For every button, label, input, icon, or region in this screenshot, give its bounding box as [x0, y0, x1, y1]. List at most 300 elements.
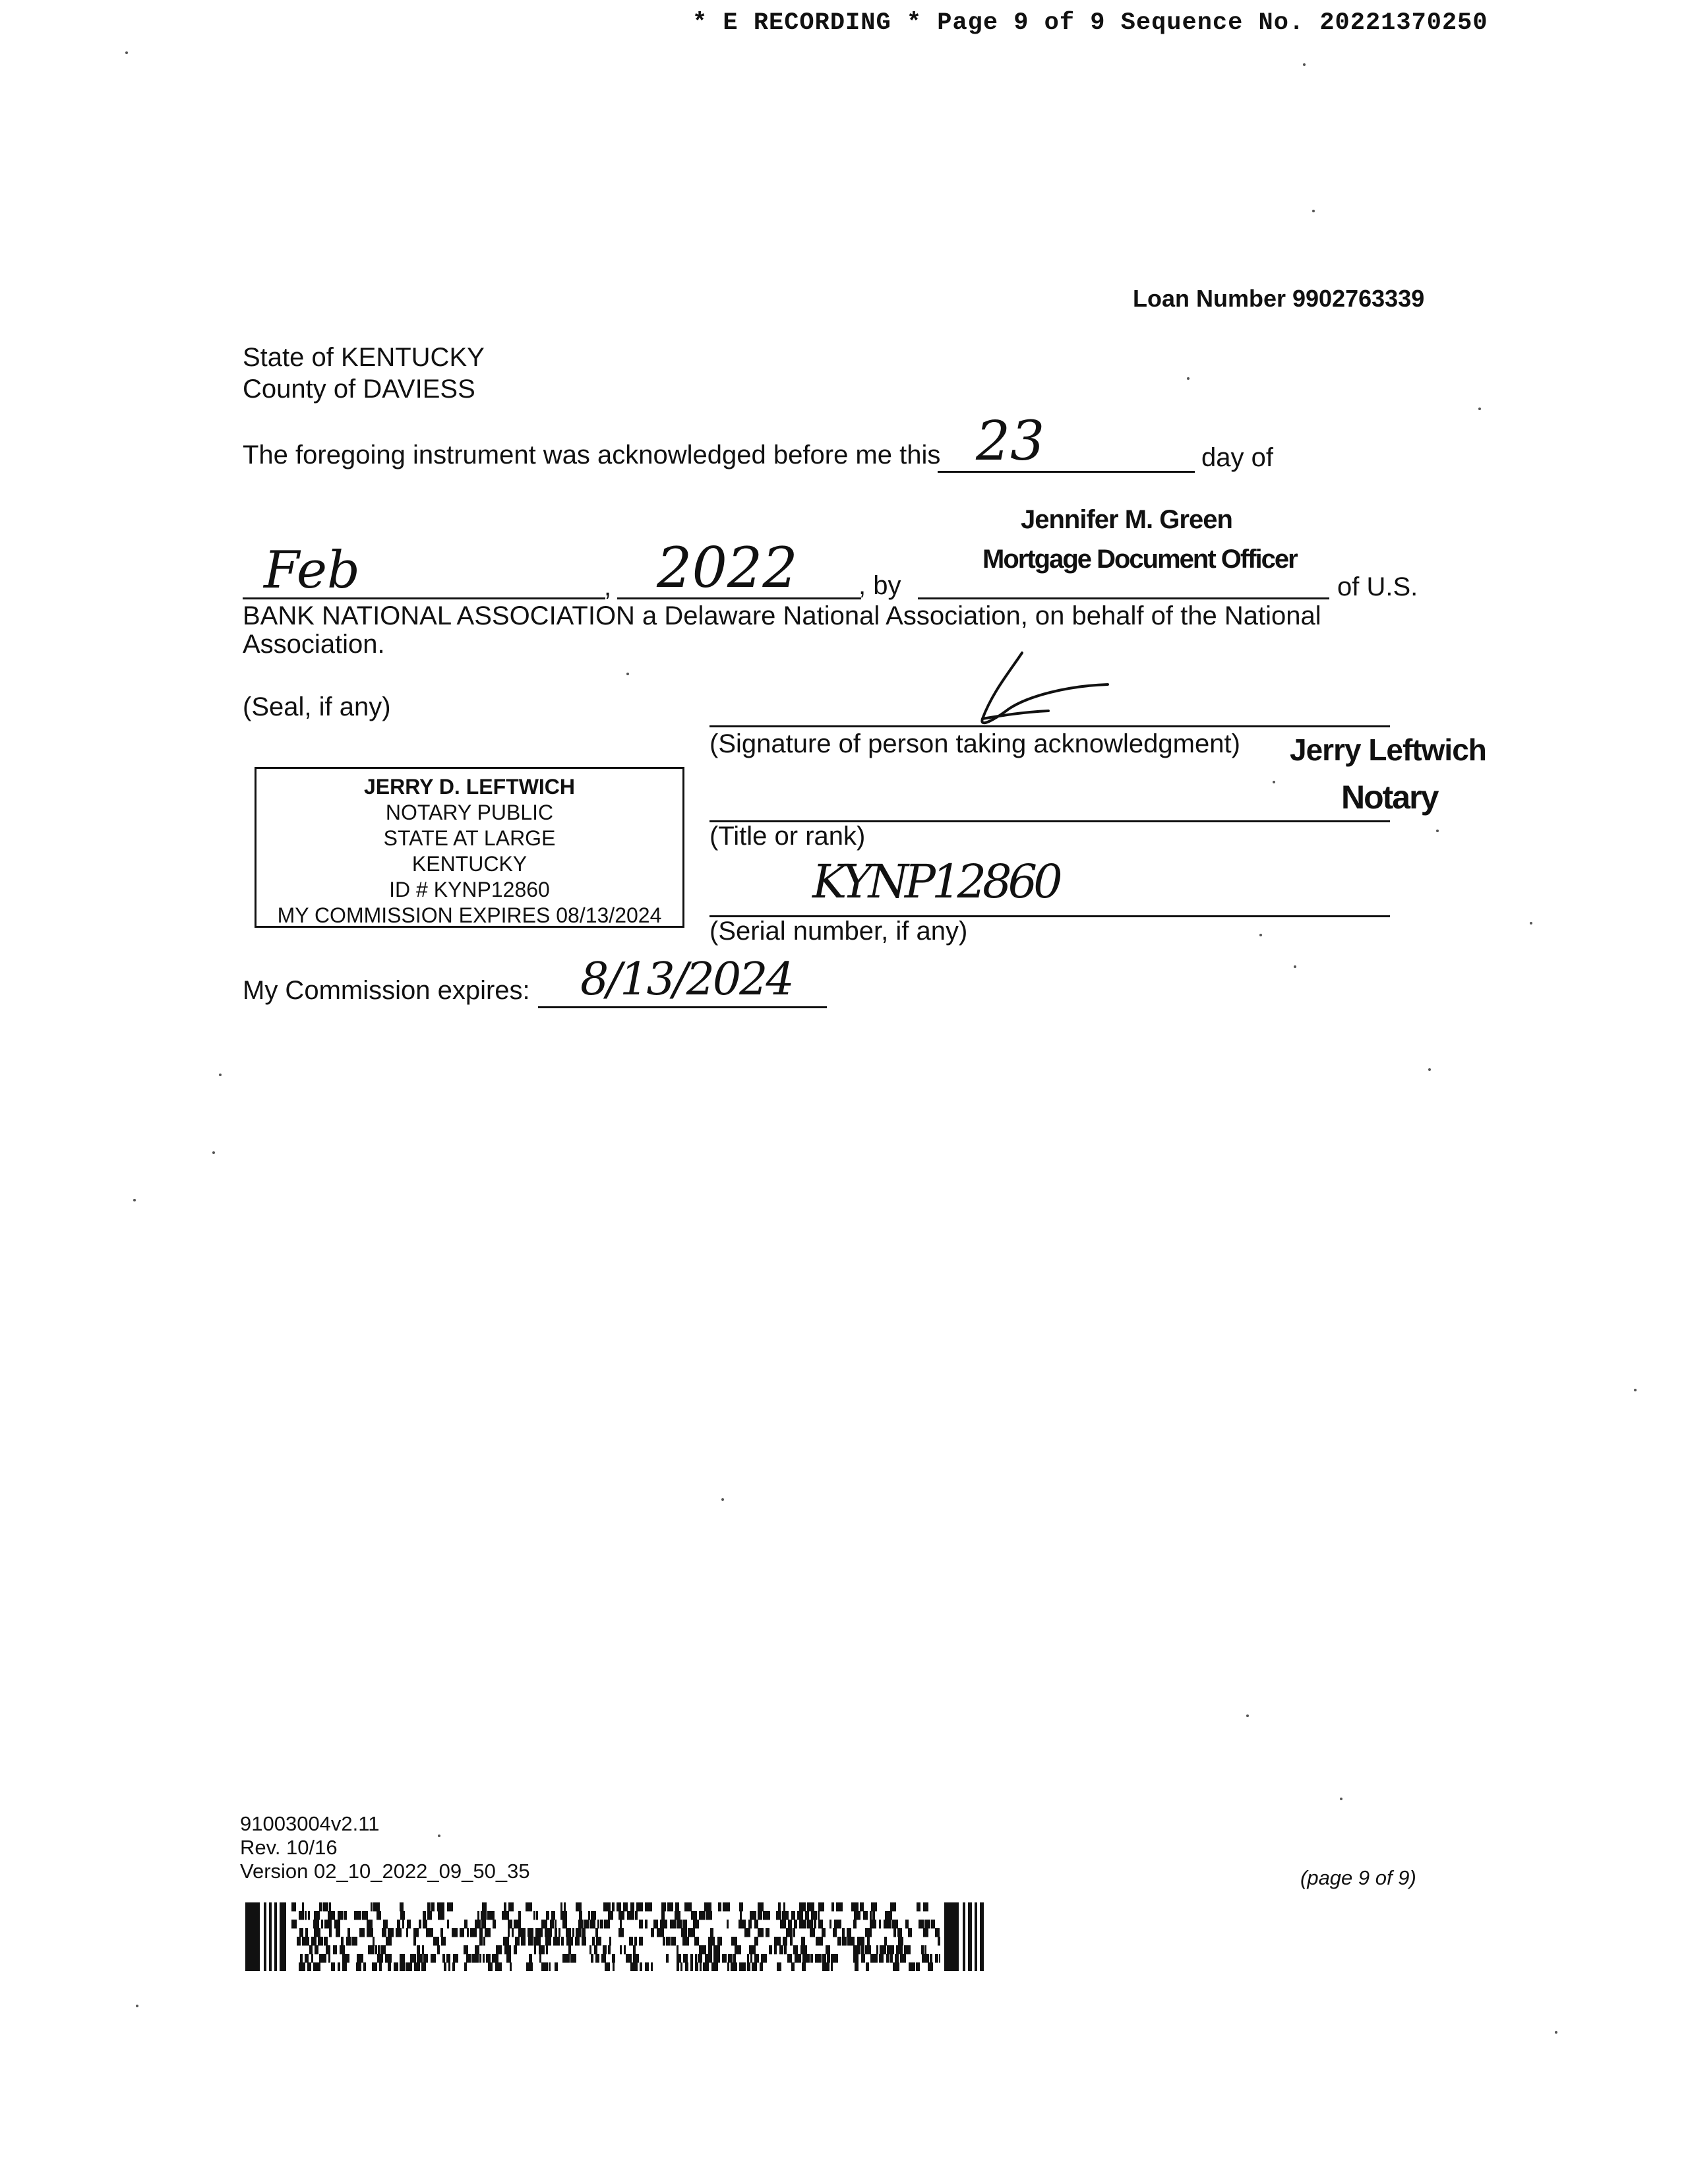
barcode-module: [300, 1954, 303, 1963]
barcode-module: [305, 1954, 309, 1963]
barcode-module: [758, 1928, 764, 1937]
barcode-module: [778, 1902, 781, 1912]
barcode-module: [623, 1902, 628, 1912]
barcode-module: [603, 1945, 607, 1955]
barcode-module: [935, 1954, 938, 1963]
barcode-module: [597, 1920, 599, 1929]
barcode-module: [854, 1911, 860, 1920]
barcode-module: [928, 1962, 933, 1971]
barcode-module: [582, 1928, 586, 1937]
barcode-module: [555, 1962, 558, 1971]
handwritten-signature: [857, 646, 1134, 739]
barcode-module: [437, 1945, 440, 1955]
barcode-module: [811, 1911, 817, 1920]
barcode-module: [735, 1945, 741, 1955]
barcode-module: [639, 1920, 643, 1929]
barcode-module: [793, 1928, 795, 1937]
barcode-module: [657, 1928, 664, 1937]
barcode-module: [460, 1928, 464, 1937]
barcode-module: [562, 1920, 567, 1929]
scan-speck: [1312, 210, 1315, 212]
barcode-module: [305, 1928, 308, 1937]
signer-blank-line: [918, 597, 1329, 599]
barcode-module: [431, 1954, 436, 1963]
commission-line: [538, 1006, 827, 1008]
barcode-module: [818, 1902, 824, 1912]
scan-speck: [1246, 1714, 1249, 1717]
barcode-module: [776, 1911, 781, 1920]
barcode-module: [299, 1911, 304, 1920]
barcode-module: [319, 1902, 322, 1912]
barcode-module: [590, 1920, 595, 1929]
barcode-module: [595, 1928, 598, 1937]
stamp-line-3: STATE AT LARGE: [383, 826, 556, 850]
barcode-module: [681, 1928, 687, 1937]
barcode-module: [533, 1911, 535, 1920]
barcode-module: [805, 1911, 809, 1920]
barcode-module: [747, 1954, 749, 1963]
barcode-module: [618, 1911, 624, 1920]
barcode-module: [447, 1920, 449, 1929]
barcode-module: [810, 1928, 815, 1937]
barcode-module: [560, 1902, 562, 1912]
barcode-module: [464, 1920, 467, 1929]
barcode-module: [814, 1920, 816, 1929]
barcode-module: [867, 1937, 870, 1946]
barcode-module: [347, 1928, 350, 1937]
barcode-module: [402, 1920, 404, 1929]
barcode-module: [847, 1928, 851, 1937]
barcode-module: [968, 1902, 972, 1971]
barcode-module: [342, 1954, 349, 1963]
barcode-module: [917, 1902, 920, 1912]
barcode-module: [383, 1920, 388, 1929]
barcode-module: [791, 1962, 795, 1971]
barcode-module: [334, 1920, 340, 1929]
barcode-module: [426, 1928, 433, 1937]
barcode-module: [857, 1937, 864, 1946]
barcode-module: [311, 1954, 313, 1963]
barcode-module: [861, 1954, 865, 1963]
barcode-module: [851, 1902, 859, 1912]
day-of-text: day of: [1201, 443, 1273, 472]
barcode-module: [675, 1911, 680, 1920]
barcode-module: [822, 1954, 826, 1963]
barcode-module: [375, 1945, 377, 1955]
barcode-module: [855, 1962, 859, 1971]
barcode-module: [592, 1937, 595, 1946]
barcode-module: [299, 1928, 303, 1937]
barcode-module: [612, 1902, 615, 1912]
barcode-module: [739, 1962, 746, 1971]
form-version: Version 02_10_2022_09_50_35: [240, 1860, 530, 1883]
notary-title: Notary: [1341, 779, 1438, 816]
barcode-module: [908, 1928, 912, 1937]
barcode-module: [670, 1920, 677, 1929]
barcode-module: [870, 1911, 872, 1920]
barcode-module: [442, 1954, 445, 1963]
barcode-module: [766, 1928, 769, 1937]
barcode-module: [889, 1954, 893, 1963]
barcode-module: [818, 1920, 823, 1929]
barcode-module: [887, 1945, 894, 1955]
barcode-module: [799, 1920, 806, 1929]
barcode-module: [853, 1954, 859, 1963]
barcode-module: [774, 1937, 781, 1946]
barcode-module: [371, 1902, 373, 1912]
barcode-module: [693, 1920, 699, 1929]
barcode-module: [324, 1920, 332, 1929]
barcode-module: [695, 1962, 698, 1971]
barcode-module: [555, 1928, 557, 1937]
signer-title: Mortgage Document Officer: [982, 545, 1297, 574]
barcode-module: [802, 1954, 810, 1963]
barcode-module: [413, 1937, 416, 1946]
barcode-module: [815, 1954, 822, 1963]
barcode-module: [718, 1902, 721, 1912]
barcode-module: [368, 1945, 374, 1955]
barcode-module: [576, 1902, 582, 1912]
signer-name: Jennifer M. Green: [1021, 505, 1232, 534]
barcode-module: [626, 1954, 632, 1963]
barcode-module: [713, 1954, 720, 1963]
barcode-module: [891, 1920, 898, 1929]
barcode-module: [680, 1962, 682, 1971]
barcode-module: [539, 1954, 541, 1963]
scan-speck: [136, 2005, 138, 2007]
barcode-module: [329, 1902, 331, 1912]
barcode-module: [620, 1945, 622, 1955]
barcode-module: [629, 1937, 633, 1946]
barcode-module: [448, 1962, 450, 1971]
barcode-module: [467, 1928, 469, 1937]
barcode-module: [784, 1945, 787, 1955]
barcode-module: [406, 1962, 412, 1971]
barcode-module: [307, 1962, 311, 1971]
barcode-module: [885, 1911, 892, 1920]
barcode-module: [388, 1928, 394, 1937]
barcode-module: [340, 1945, 345, 1955]
by-text: , by: [859, 571, 901, 600]
barcode-module: [790, 1937, 793, 1946]
barcode-module: [274, 1902, 277, 1971]
barcode-module: [793, 1945, 798, 1955]
barcode-module: [367, 1920, 373, 1929]
barcode-module: [842, 1937, 847, 1946]
barcode-module: [333, 1945, 337, 1955]
barcode-module: [400, 1962, 405, 1971]
barcode-module: [783, 1937, 787, 1946]
acknowledgment-body-line-2: Association.: [243, 630, 385, 659]
barcode-module: [620, 1920, 622, 1929]
barcode-module: [963, 1902, 965, 1971]
barcode-module: [704, 1902, 711, 1912]
barcode-module: [690, 1962, 693, 1971]
stamp-line-4: KENTUCKY: [411, 852, 528, 876]
barcode-module: [318, 1937, 323, 1946]
barcode-module: [297, 1937, 301, 1946]
barcode-module: [510, 1962, 512, 1971]
barcode-module: [831, 1954, 838, 1963]
barcode-module: [313, 1920, 319, 1929]
barcode-module: [437, 1902, 444, 1912]
barcode-module: [661, 1902, 666, 1912]
form-rev: Rev. 10/16: [240, 1836, 338, 1859]
barcode-module: [423, 1954, 428, 1963]
barcode-module: [342, 1962, 347, 1971]
scan-speck: [1478, 408, 1481, 410]
barcode-module: [475, 1945, 479, 1955]
barcode-module: [331, 1962, 335, 1971]
barcode-module: [596, 1937, 601, 1946]
barcode-module: [378, 1945, 380, 1955]
barcode-module: [485, 1928, 491, 1937]
barcode-module: [291, 1902, 296, 1912]
barcode-module: [802, 1962, 806, 1971]
barcode-module: [566, 1937, 573, 1946]
barcode-module: [688, 1928, 695, 1937]
barcode-module: [731, 1962, 737, 1971]
barcode-module: [502, 1911, 509, 1920]
barcode-module: [351, 1937, 357, 1946]
barcode-module: [326, 1945, 330, 1955]
barcode-module: [653, 1920, 658, 1929]
title-caption: (Title or rank): [709, 822, 866, 851]
barcode-module: [822, 1962, 829, 1971]
barcode-module: [503, 1937, 509, 1946]
stamp-name: JERRY D. LEFTWICH: [363, 775, 575, 799]
barcode-module: [880, 1945, 886, 1955]
barcode-module: [566, 1928, 571, 1937]
barcode-module: [876, 1945, 878, 1955]
scan-speck: [133, 1199, 136, 1201]
scan-speck: [1303, 63, 1306, 66]
barcode-module: [329, 1928, 332, 1937]
barcode-module: [328, 1911, 335, 1920]
barcode-module: [797, 1911, 803, 1920]
barcode-module: [916, 1962, 920, 1971]
barcode-module: [482, 1902, 487, 1912]
stamp-line-5: ID # KYNP12860: [389, 878, 550, 901]
barcode-module: [865, 1945, 871, 1955]
barcode-module: [609, 1937, 611, 1946]
barcode-module: [603, 1902, 611, 1912]
scan-speck: [1294, 965, 1296, 968]
barcode-module: [486, 1954, 491, 1963]
of-us-text: of U.S.: [1337, 572, 1418, 601]
scan-speck: [1273, 781, 1275, 783]
barcode-module: [504, 1945, 511, 1955]
barcode-module: [558, 1928, 560, 1937]
barcode-module: [604, 1920, 610, 1929]
barcode-module: [935, 1928, 940, 1937]
barcode-module: [545, 1937, 551, 1946]
pdf417-barcode: [245, 1902, 985, 1971]
scan-speck: [438, 1835, 440, 1837]
barcode-module: [699, 1945, 706, 1955]
scan-speck: [219, 1074, 222, 1076]
barcode-module: [492, 1954, 498, 1963]
barcode-module: [758, 1902, 764, 1912]
barcode-module: [400, 1954, 405, 1963]
barcode-module: [302, 1902, 304, 1912]
barcode-module: [834, 1920, 841, 1929]
barcode-module: [584, 1920, 589, 1929]
barcode-module: [786, 1928, 793, 1937]
barcode-module: [453, 1954, 458, 1963]
barcode-module: [564, 1902, 566, 1912]
barcode-module: [763, 1911, 770, 1920]
barcode-module: [931, 1920, 935, 1929]
barcode-module: [727, 1962, 729, 1971]
barcode-module: [636, 1902, 643, 1912]
barcode-module: [826, 1945, 830, 1955]
barcode-module: [526, 1962, 533, 1971]
barcode-module: [591, 1954, 593, 1963]
barcode-module: [754, 1920, 758, 1929]
barcode-module: [344, 1911, 347, 1920]
notary-stamp: [255, 767, 684, 928]
barcode-module: [818, 1911, 820, 1920]
serial-handwritten: KYNP12860: [812, 855, 1059, 909]
scan-speck: [1259, 934, 1262, 936]
barcode-module: [324, 1937, 328, 1946]
signature-line: [709, 725, 1390, 727]
barcode-module: [836, 1902, 843, 1912]
barcode-module: [816, 1937, 823, 1946]
barcode-module: [338, 1962, 340, 1971]
barcode-module: [579, 1911, 582, 1920]
barcode-module: [634, 1937, 637, 1946]
barcode-module: [921, 1945, 924, 1955]
barcode-module: [727, 1920, 729, 1929]
barcode-module: [417, 1954, 423, 1963]
barcode-module: [299, 1962, 305, 1971]
barcode-module: [313, 1962, 320, 1971]
barcode-module: [749, 1945, 756, 1955]
barcode-module: [733, 1954, 736, 1963]
barcode-module: [373, 1902, 380, 1912]
barcode-module: [667, 1902, 673, 1912]
barcode-module: [508, 1920, 512, 1929]
commission-handwritten-date: 8/13/2024: [580, 954, 793, 1006]
year-handwritten: 2022: [657, 535, 798, 600]
venue-county: County of DAVIESS: [243, 375, 475, 404]
barcode-module: [466, 1954, 471, 1963]
stamp-line-6: MY COMMISSION EXPIRES 08/13/2024: [277, 903, 662, 927]
signature-caption: (Signature of person taking acknowledgment): [709, 729, 1240, 758]
barcode-module: [893, 1928, 896, 1937]
barcode-module: [684, 1902, 692, 1912]
seal-label: (Seal, if any): [243, 692, 391, 721]
barcode-module: [600, 1920, 603, 1929]
scan-speck: [1634, 1389, 1637, 1391]
barcode-module: [675, 1902, 679, 1912]
barcode-module: [541, 1920, 547, 1929]
barcode-module: [372, 1962, 377, 1971]
barcode-module: [706, 1911, 712, 1920]
barcode-module: [691, 1911, 697, 1920]
barcode-module: [362, 1911, 368, 1920]
barcode-module: [314, 1928, 320, 1937]
commission-label: My Commission expires:: [243, 976, 530, 1005]
barcode-module: [363, 1962, 366, 1971]
barcode-module: [905, 1920, 909, 1929]
barcode-module: [553, 1937, 560, 1946]
barcode-module: [479, 1928, 483, 1937]
barcode-module: [533, 1937, 541, 1946]
barcode-module: [535, 1928, 543, 1937]
barcode-module: [860, 1945, 864, 1955]
scan-speck: [721, 1498, 724, 1501]
barcode-module: [568, 1945, 571, 1955]
notary-name: Jerry Leftwich: [1290, 733, 1486, 767]
barcode-module: [853, 1945, 860, 1955]
barcode-module: [760, 1962, 763, 1971]
barcode-module: [551, 1911, 555, 1920]
barcode-module: [895, 1954, 899, 1963]
barcode-module: [698, 1954, 702, 1963]
barcode-module: [438, 1911, 444, 1920]
barcode-module: [528, 1928, 533, 1937]
barcode-module: [645, 1920, 648, 1929]
barcode-module: [479, 1954, 481, 1963]
barcode-module: [897, 1928, 902, 1937]
barcode-module: [447, 1902, 453, 1912]
barcode-module: [379, 1962, 382, 1971]
barcode-module: [822, 1928, 826, 1937]
barcode-module: [417, 1945, 420, 1955]
barcode-module: [605, 1962, 610, 1971]
barcode-module: [685, 1962, 688, 1971]
barcode-module: [545, 1928, 552, 1937]
stamp-line-2: NOTARY PUBLIC: [385, 801, 554, 824]
barcode-module: [807, 1920, 813, 1929]
barcode-module: [645, 1902, 652, 1912]
scan-speck: [212, 1151, 215, 1154]
barcode-module: [302, 1937, 309, 1946]
barcode-module: [423, 1920, 427, 1929]
barcode-module: [769, 1945, 772, 1955]
barcode-module: [477, 1911, 479, 1920]
barcode-module: [608, 1945, 611, 1955]
barcode-module: [617, 1902, 621, 1912]
barcode-module: [562, 1954, 570, 1963]
barcode-module: [555, 1920, 557, 1929]
page-note: (page 9 of 9): [1300, 1866, 1416, 1889]
barcode-module: [677, 1945, 678, 1955]
barcode-module: [639, 1937, 643, 1946]
serial-caption: (Serial number, if any): [709, 917, 968, 946]
barcode-module: [508, 1928, 510, 1937]
barcode-module: [514, 1945, 517, 1955]
barcode-module: [487, 1911, 495, 1920]
barcode-module: [627, 1911, 634, 1920]
barcode-module: [827, 1954, 830, 1963]
barcode-module: [896, 1945, 903, 1955]
barcode-module: [483, 1937, 485, 1946]
barcode-module: [382, 1928, 386, 1937]
barcode-module: [400, 1902, 404, 1912]
barcode-module: [666, 1937, 671, 1946]
scan-speck: [626, 673, 629, 675]
barcode-module: [705, 1954, 712, 1963]
barcode-module: [661, 1911, 665, 1920]
barcode-module: [750, 1911, 756, 1920]
barcode-module: [787, 1954, 792, 1963]
barcode-module: [406, 1928, 408, 1937]
barcode-module: [608, 1911, 613, 1920]
